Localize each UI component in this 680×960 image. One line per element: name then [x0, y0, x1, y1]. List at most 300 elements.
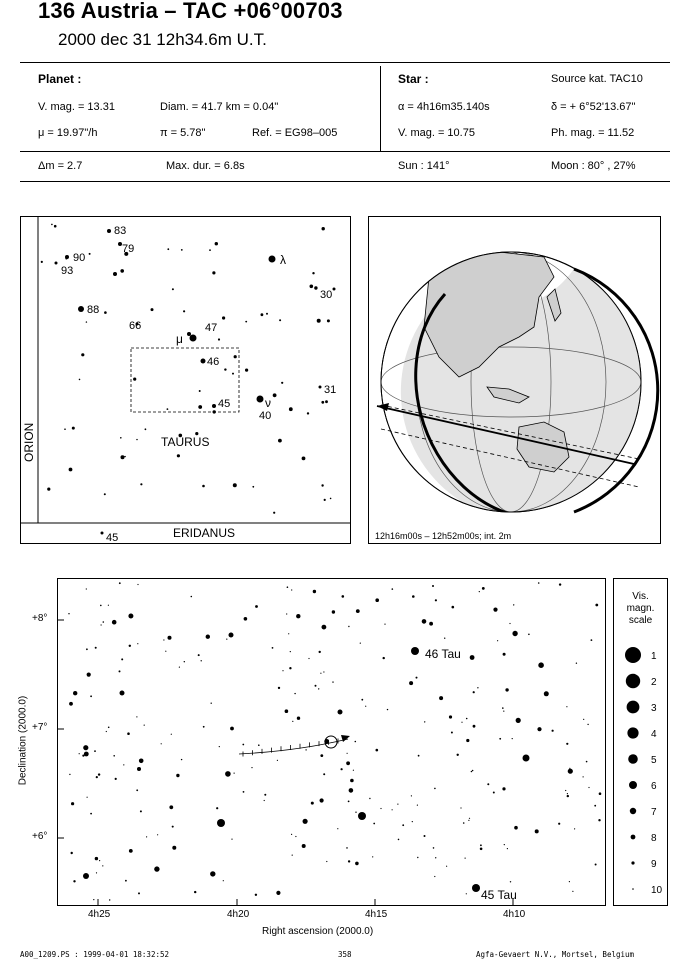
star-label-88: 88	[87, 304, 100, 316]
planet-ref: Ref. = EG98–005	[252, 127, 338, 139]
info-table-mid-rule	[20, 151, 670, 152]
magnitude-label: 3	[651, 703, 657, 714]
detail-star	[451, 732, 453, 734]
detail-star	[322, 625, 327, 630]
finder-star	[72, 427, 75, 430]
finder-star	[233, 483, 237, 487]
globe-time-caption: 12h16m00s – 12h52m00s; int. 2m	[375, 531, 512, 541]
finder-star	[202, 485, 205, 488]
detail-star	[86, 648, 88, 650]
detail-star	[305, 749, 306, 750]
finder-star	[333, 288, 336, 291]
detail-star	[194, 891, 196, 893]
magnitude-label: 1	[651, 651, 657, 662]
detail-star	[595, 604, 598, 607]
star-label-66: 66	[129, 320, 142, 332]
detail-star	[457, 754, 459, 756]
detail-star	[295, 836, 296, 837]
detail-star	[516, 718, 521, 723]
detail-star	[594, 805, 596, 807]
finder-star	[321, 401, 324, 404]
detail-star	[137, 643, 138, 644]
detail-star	[93, 899, 94, 900]
detail-star	[172, 846, 176, 850]
magnitude-scale-panel	[613, 578, 668, 906]
star-label-31: 31	[324, 384, 337, 396]
detail-star	[136, 716, 137, 717]
detail-star	[502, 707, 504, 709]
star-delta: δ = + 6°52'13.67"	[551, 101, 636, 113]
finder-chart-svg	[21, 217, 350, 543]
finder-star	[273, 393, 277, 397]
detail-star	[412, 821, 413, 822]
finder-star	[187, 332, 191, 336]
detail-star	[358, 812, 366, 820]
detail-star	[290, 651, 291, 652]
detail-star	[68, 613, 69, 614]
detail-star	[591, 639, 593, 641]
detail-star	[576, 663, 577, 664]
finder-star	[209, 249, 211, 251]
magnitude-label: 10	[651, 885, 663, 896]
detail-star	[86, 588, 87, 589]
info-table-divider	[380, 66, 381, 152]
detail-star	[115, 778, 117, 780]
label-45-tau: 45 Tau	[481, 888, 517, 902]
detail-star	[201, 660, 202, 661]
finder-star	[319, 386, 322, 389]
detail-star	[552, 730, 554, 732]
detail-star	[302, 844, 306, 848]
detail-star	[129, 851, 130, 852]
detail-star	[127, 732, 130, 735]
finder-star	[120, 269, 124, 273]
detail-star	[90, 695, 92, 697]
detail-star	[512, 738, 513, 739]
detail-star	[337, 828, 338, 829]
scale-title-line: magn.	[626, 603, 655, 614]
detail-star	[569, 881, 570, 882]
detail-star	[384, 624, 385, 625]
detail-star	[264, 800, 265, 801]
detail-star	[94, 750, 96, 752]
star-heading: Star :	[398, 72, 429, 86]
detail-star	[129, 849, 133, 853]
detail-star	[311, 802, 314, 805]
finder-star	[190, 335, 197, 342]
detail-star	[566, 706, 567, 707]
detail-star	[424, 835, 426, 837]
planet-diam: Diam. = 41.7 km = 0.04"	[160, 101, 279, 113]
detail-star	[168, 636, 172, 640]
detail-star	[510, 881, 511, 882]
finder-star	[89, 253, 91, 255]
finder-star	[234, 355, 237, 358]
detail-star	[73, 691, 77, 695]
detail-star	[223, 880, 224, 881]
finder-star	[269, 256, 276, 263]
finder-star	[124, 456, 125, 457]
detail-star	[169, 805, 173, 809]
star-vmag: V. mag. = 10.75	[398, 127, 475, 139]
detail-star	[412, 595, 415, 598]
detail-star	[323, 773, 325, 775]
detail-star	[320, 798, 324, 802]
finder-star	[145, 428, 147, 430]
earth-globe-svg	[369, 217, 660, 543]
detail-star	[397, 804, 398, 805]
detail-star	[120, 691, 125, 696]
detail-star	[219, 746, 220, 747]
detail-star	[292, 721, 293, 722]
finder-star	[218, 338, 220, 340]
magnitude-label: 2	[651, 677, 657, 688]
detail-star	[469, 818, 470, 819]
detail-star	[355, 862, 359, 866]
detail-star	[417, 857, 418, 858]
detail-star	[505, 688, 508, 691]
detail-star	[71, 802, 74, 805]
detail-star	[251, 767, 252, 768]
detail-star	[535, 829, 539, 833]
detail-star	[320, 754, 323, 757]
detail-star	[98, 773, 100, 775]
magnitude-dot	[627, 701, 640, 714]
detail-star	[537, 727, 541, 731]
detail-star	[296, 614, 300, 618]
finder-star	[252, 486, 254, 488]
detail-star	[507, 848, 508, 849]
detail-star	[493, 792, 495, 794]
detail-star	[287, 586, 289, 588]
finder-star	[257, 396, 264, 403]
magnitude-label: 6	[651, 781, 657, 792]
detail-star	[468, 820, 469, 821]
finder-star	[183, 310, 185, 312]
finder-star	[55, 262, 58, 265]
detail-star	[95, 647, 97, 649]
detail-star	[369, 798, 370, 799]
detail-star	[499, 738, 501, 740]
asteroid-track	[239, 739, 348, 754]
max-duration: Max. dur. = 6.8s	[166, 160, 245, 172]
finder-star	[261, 313, 264, 316]
detail-star	[568, 769, 573, 774]
detail-star	[83, 745, 88, 750]
detail-star	[544, 691, 549, 696]
footer-file-info: A00_1209.PS : 1999-04-01 18:32:52	[20, 950, 170, 959]
finder-star	[289, 407, 293, 411]
magnitude-dot	[625, 647, 641, 663]
finder-star	[245, 321, 247, 323]
detail-star	[282, 670, 283, 671]
finder-star	[312, 272, 314, 274]
detail-star	[125, 880, 127, 882]
detail-star	[411, 647, 419, 655]
detail-star	[121, 658, 123, 660]
detail-star	[435, 857, 436, 858]
finder-star	[140, 483, 142, 485]
detail-star	[176, 774, 179, 777]
detail-star	[356, 609, 360, 613]
detail-star	[392, 588, 394, 590]
detail-star	[502, 787, 505, 790]
detail-star	[418, 755, 420, 757]
detail-chart-svg	[58, 579, 605, 905]
star-source: Source kat. TAC10	[551, 73, 643, 85]
detail-star	[318, 688, 319, 689]
detail-star	[225, 771, 231, 777]
detail-star	[73, 880, 75, 882]
detail-star	[191, 596, 193, 598]
detail-star	[512, 631, 517, 636]
magnitude-dot	[628, 754, 638, 764]
detail-star	[119, 670, 121, 672]
detail-star	[452, 606, 455, 609]
finder-star	[133, 378, 136, 381]
detail-star	[109, 899, 110, 900]
info-table-bottom-rule	[20, 181, 670, 182]
detail-star	[375, 598, 379, 602]
planet-pi: π = 5.78"	[160, 127, 206, 139]
detail-star	[460, 807, 461, 808]
detail-star	[234, 773, 235, 774]
detail-star	[69, 774, 70, 775]
magnitude-label: 5	[651, 755, 657, 766]
detail-star	[288, 633, 289, 634]
finder-star	[302, 457, 306, 461]
magnitude-label: 4	[651, 729, 657, 740]
magnitude-dot	[631, 861, 634, 864]
detail-star	[102, 865, 103, 866]
detail-star	[472, 770, 474, 772]
detail-star	[87, 673, 91, 677]
finder-star	[224, 368, 226, 370]
x-tick-label: 4h20	[227, 909, 250, 920]
detail-star	[429, 622, 433, 626]
magnitude-scale-svg	[614, 579, 667, 905]
x-tick-label: 4h15	[365, 909, 388, 920]
detail-star	[417, 805, 418, 806]
detail-star	[595, 864, 597, 866]
magnitude-dot	[632, 888, 634, 890]
detail-star	[123, 764, 124, 765]
detail-star	[509, 623, 510, 624]
star-label-mu: μ	[176, 332, 183, 346]
star-label-46: 46	[207, 356, 220, 368]
finder-star	[245, 369, 248, 372]
detail-star	[398, 839, 400, 841]
detail-star	[466, 739, 469, 742]
magnitude-dot	[626, 674, 640, 688]
star-label-93: 93	[61, 265, 74, 277]
magnitude-label: 9	[651, 859, 657, 870]
star-label-79: 79	[122, 243, 135, 255]
detail-star	[129, 645, 131, 647]
detail-star	[291, 589, 292, 590]
detail-star	[373, 823, 375, 825]
detail-star	[181, 759, 182, 760]
detail-star	[163, 639, 164, 640]
detail-star	[292, 855, 293, 856]
star-label-47: 47	[205, 322, 218, 334]
detail-star	[347, 753, 348, 754]
detail-star	[444, 638, 445, 639]
detail-star	[119, 582, 121, 584]
detail-star	[229, 633, 234, 638]
detail-star	[463, 822, 465, 824]
scale-title-line: scale	[628, 615, 653, 626]
detail-star	[179, 667, 180, 668]
finder-star	[222, 316, 225, 319]
finder-star	[78, 306, 84, 312]
y-tick-label: +8°	[32, 613, 48, 624]
detail-star	[350, 779, 354, 783]
detail-star	[365, 706, 366, 707]
magnitude-label: 8	[651, 833, 657, 844]
finder-star	[172, 288, 174, 290]
detail-star	[342, 595, 345, 598]
detail-star	[136, 789, 138, 791]
finder-star	[41, 261, 43, 263]
y-tick-label: +6°	[32, 831, 48, 842]
finder-star	[64, 428, 66, 430]
detail-star	[487, 783, 489, 785]
detail-star	[599, 792, 602, 795]
detail-star	[87, 797, 88, 798]
detail-star	[272, 647, 274, 649]
finder-star	[101, 532, 104, 535]
detail-star	[504, 844, 505, 845]
detail-star	[497, 640, 498, 641]
detail-star	[217, 819, 225, 827]
finder-star	[266, 313, 268, 315]
scale-title-line: Vis.	[632, 591, 649, 602]
detail-star	[567, 795, 569, 797]
magnitude-dot	[627, 727, 638, 738]
detail-star	[108, 727, 110, 729]
finder-star	[310, 285, 314, 289]
finder-star	[51, 224, 53, 226]
detail-star	[278, 687, 280, 689]
detail-star	[341, 768, 343, 770]
y-axis-label: Declination (2000.0)	[17, 695, 29, 786]
detail-star	[294, 693, 295, 694]
detail-star	[82, 755, 84, 757]
detail-star	[140, 810, 142, 812]
detail-star	[538, 582, 540, 584]
finder-star	[81, 353, 84, 356]
detail-star	[346, 847, 348, 849]
finder-star	[325, 400, 328, 403]
detail-star	[383, 657, 385, 659]
detail-star	[493, 608, 497, 612]
detail-star	[348, 626, 349, 627]
finder-star	[212, 271, 215, 274]
finder-star	[330, 498, 332, 500]
detail-star	[297, 717, 300, 720]
finder-star	[199, 390, 201, 392]
detail-star	[231, 839, 232, 840]
constellation-taurus: TAURUS	[161, 435, 210, 449]
detail-star	[466, 718, 468, 720]
magnitude-dot	[631, 835, 636, 840]
detail-star	[315, 685, 317, 687]
finder-star	[201, 359, 206, 364]
detail-star	[291, 834, 292, 835]
detail-star	[320, 673, 321, 674]
detail-star	[326, 861, 327, 862]
finder-star	[104, 311, 107, 314]
detail-star	[84, 752, 89, 757]
detail-star	[598, 819, 600, 821]
detail-star	[513, 604, 514, 605]
detail-star	[411, 795, 412, 796]
detail-star	[465, 858, 466, 859]
detail-star	[353, 770, 354, 771]
detail-star	[138, 892, 140, 894]
detail-star	[216, 807, 218, 809]
detail-star	[583, 719, 584, 720]
detail-star	[572, 891, 573, 892]
finder-star	[281, 382, 283, 384]
detail-star	[69, 702, 73, 706]
planet-heading: Planet :	[38, 72, 82, 86]
detail-star	[144, 725, 145, 726]
finder-star	[321, 484, 323, 486]
finder-star	[104, 493, 106, 495]
star-alpha: α = 4h16m35.140s	[398, 101, 490, 113]
page-title: 136 Austria – TAC +06°00703	[38, 0, 343, 23]
detail-star	[528, 634, 530, 636]
finder-star	[121, 455, 125, 459]
detail-star	[514, 826, 518, 830]
finder-star	[198, 405, 202, 409]
detail-star	[112, 620, 117, 625]
finder-star	[69, 468, 73, 472]
planet-mu: μ = 19.97"/h	[38, 127, 98, 139]
detail-star	[355, 812, 356, 813]
detail-star	[172, 826, 174, 828]
detail-star	[567, 793, 568, 794]
detail-star	[435, 599, 437, 601]
detail-star	[361, 699, 363, 701]
detail-star	[289, 667, 291, 669]
detail-star	[103, 621, 105, 623]
label-46-tau: 46 Tau	[425, 647, 461, 661]
detail-star	[154, 866, 159, 871]
detail-star	[583, 776, 584, 777]
detail-star	[108, 605, 109, 606]
finder-star	[215, 242, 218, 245]
detail-star	[473, 725, 476, 728]
detail-star	[303, 819, 308, 824]
detail-star	[101, 624, 102, 625]
detail-star	[587, 724, 588, 725]
detail-star	[113, 755, 115, 757]
detail-star	[332, 681, 333, 682]
detail-star	[446, 866, 447, 867]
detail-star	[372, 856, 373, 857]
detail-star	[255, 894, 257, 896]
detail-star	[83, 873, 89, 879]
detail-star	[380, 808, 381, 809]
detail-star	[338, 710, 343, 715]
finder-star	[324, 499, 326, 501]
detail-star	[286, 613, 287, 614]
star-label-83: 83	[114, 225, 127, 237]
detail-star	[285, 709, 289, 713]
